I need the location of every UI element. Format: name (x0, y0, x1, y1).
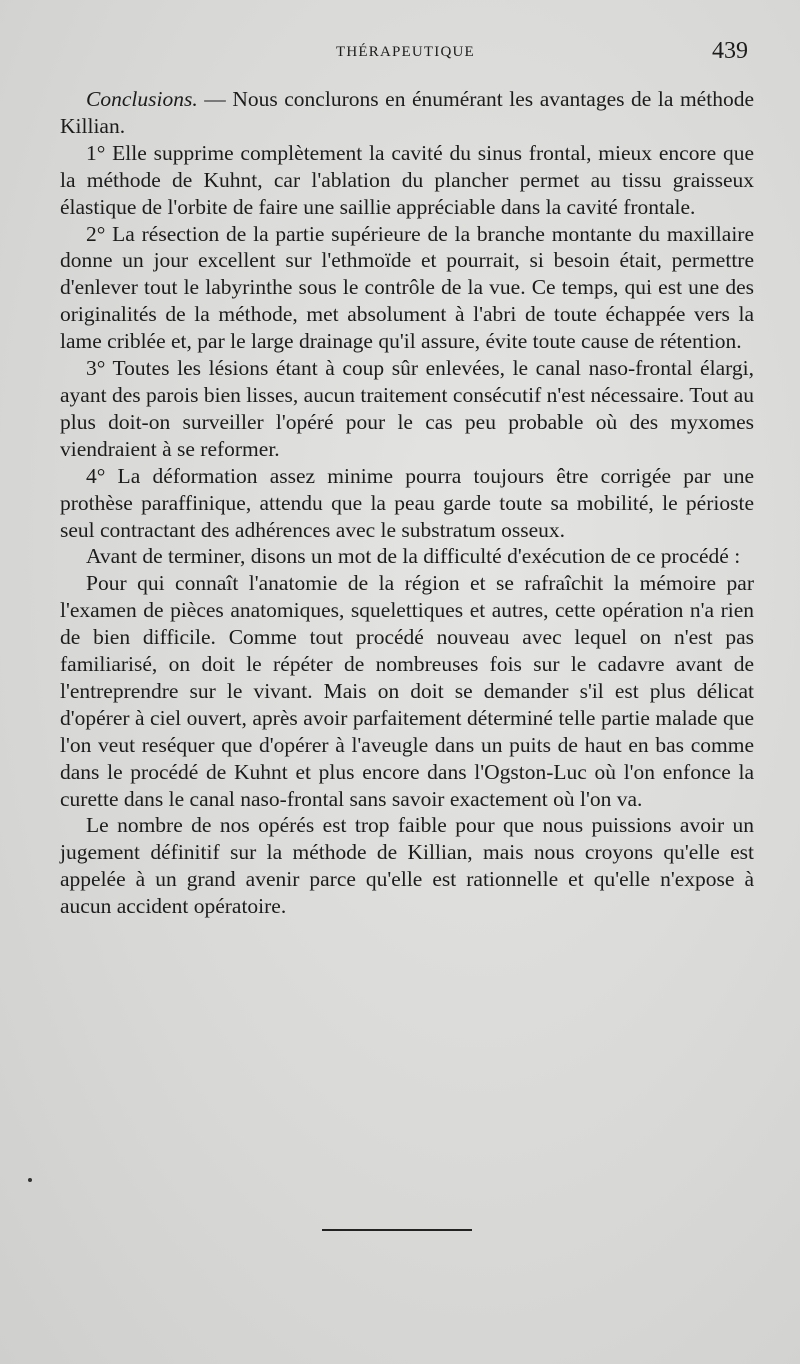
paragraph-final: Le nombre de nos opérés est trop faible pour que nous puissions avoir un jugement définitif sur la méthode de Killian, mais nous croyons qu'elle est appelée à un grand avenir parce qu'elle est rationnelle et qu'elle n'expose à aucun accident opératoire. (60, 813, 754, 919)
print-speck (28, 1178, 32, 1182)
section-lead: Conclusions. (86, 87, 198, 111)
paragraph-point-3: 3° Toutes les lésions étant à coup sûr enlevées, le canal naso-frontal élargi, ayant des parois bien lisses, aucun traitement consécutif n'est nécessaire. Tout au plus doit-on surveiller l'opéré pour le cas peu probable où des myxomes viendraient à se reformer. (60, 356, 754, 461)
paragraph-point-1: 1° Elle supprime complètement la cavité du sinus frontal, mieux encore que la méthode de Kuhnt, car l'ablation du plancher permet au tissu graisseux élastique de l'orbite de faire une saillie appréciable dans la cavité frontale. (60, 140, 754, 219)
paragraph-point-4: 4° La déformation assez minime pourra toujours être corrigée par une prothèse paraffinique, attendu que la peau garde toute sa mobilité, le périoste seul contractant des adhérences avec le substratum osseux. (60, 463, 754, 542)
paragraph-text: — Nous conclurons en énumérant les avantages de la méthode Killian. (60, 87, 754, 138)
paragraph-conclusions (60, 86, 754, 140)
body-text (60, 86, 754, 920)
running-head (0, 38, 800, 68)
paragraph-point-2: 2° La résection de la partie supérieure de la branche montante du maxillaire donne un jour excellent sur l'ethmoïde et pourrait, si besoin était, permettre d'enlever tout le labyrinthe sous le contrôle de la vue. Ce temps, qui est une des originalités de la méthode, met absolument à l'abri de toute échappée vers la lame criblée et, par le large drainage qu'il assure, évite toute cause de rétention. (60, 221, 754, 354)
paragraph-difficulty: Pour qui connaît l'anatomie de la région et se rafraîchit la mémoire par l'examen de pièces anatomiques, squelettiques et autres, cette opération n'a rien de bien difficile. Comme tout procédé nouveau avec lequel on n'est pas familiarisé, on doit le répéter de nombreuses fois sur le cadavre avant de l'entreprendre sur le vivant. Mais on doit se demander s'il est plus délicat d'opérer à ciel ouvert, après avoir parfaitement déterminé telle partie malade que l'on veut reséquer que d'opérer à l'aveugle dans un puits de haut en bas comme dans le procédé de Kuhnt et plus encore dans l'Ogston-Luc où l'on enfonce la curette dans le canal naso-frontal sans savoir exactement où l'on va. (60, 571, 754, 811)
page-number: 439 (712, 38, 748, 64)
paragraph-difficulty-intro: Avant de terminer, disons un mot de la difficulté d'exécution de ce procédé : (86, 544, 741, 569)
running-title: THÉRAPEUTIQUE (336, 44, 475, 60)
end-rule (322, 1229, 472, 1231)
